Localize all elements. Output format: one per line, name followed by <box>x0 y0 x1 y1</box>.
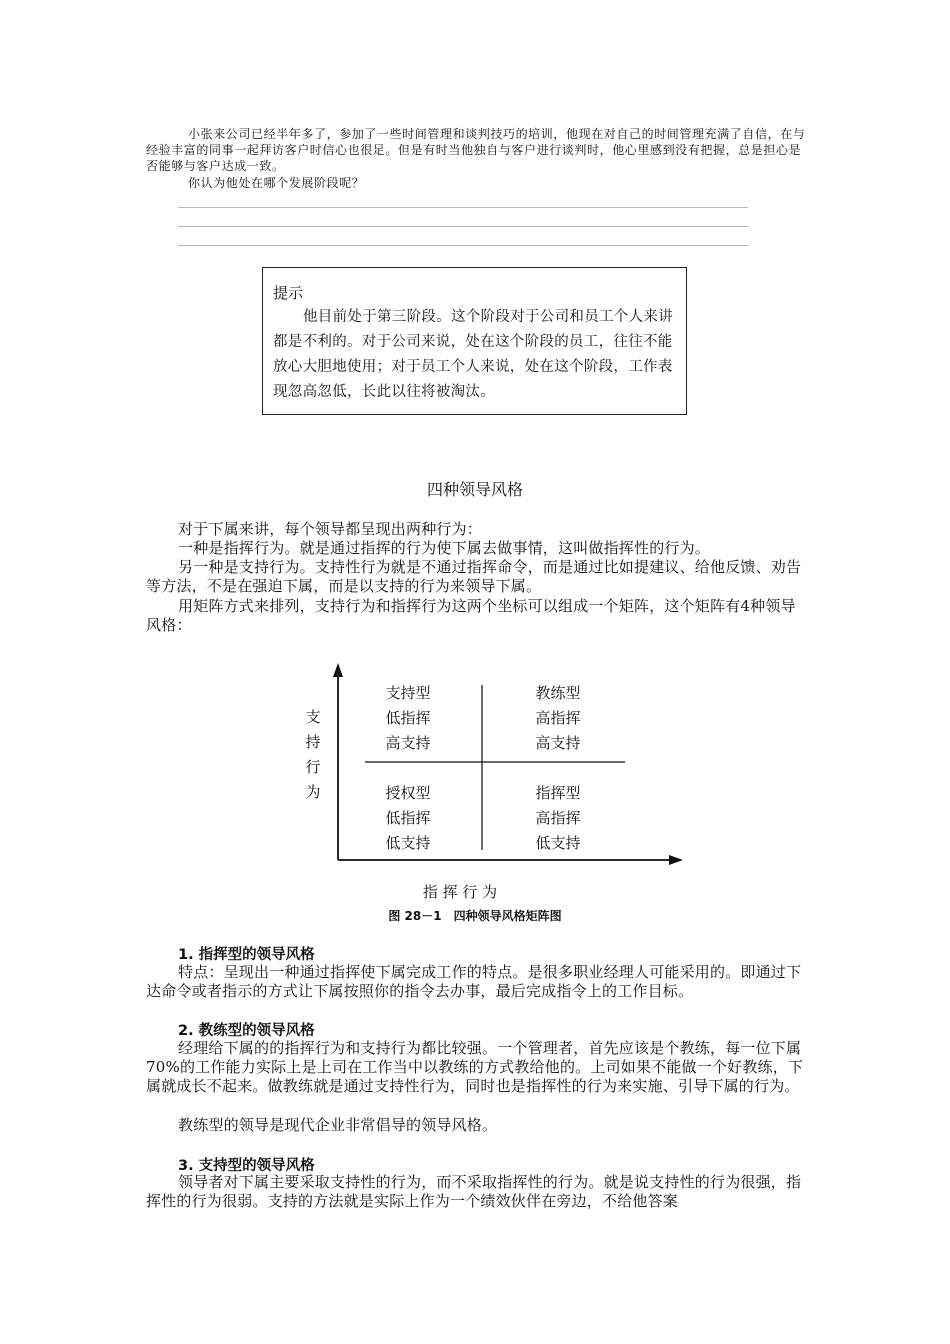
quadrant-support-level: 低支持 <box>535 834 581 852</box>
quadrant-type: 支持型 <box>385 684 431 702</box>
style-1-title: 1. 指挥型的领导风格 <box>178 947 315 963</box>
case-paragraph: 小张来公司已经半年多了，参加了一些时间管理和谈判技巧的培训，他现在对自己的时间管理充满了自信，在与经验丰富的同事一起拜访客户时信心也很足。但是有时当他独自与客户进行谈判时，他心里感到没有把握，总是担心是否能够与客户达成一致。 <box>146 127 806 173</box>
section-title: 四种领导风格 <box>426 480 523 499</box>
y-axis-label-char: 为 <box>305 783 321 801</box>
quadrant-directive-level: 高指挥 <box>535 709 581 727</box>
quadrant-type: 指挥型 <box>535 784 581 802</box>
quadrant-coaching <box>518 681 598 756</box>
quadrant-directing <box>518 781 598 856</box>
quadrant-type: 教练型 <box>535 684 581 702</box>
quadrant-support-level: 低支持 <box>385 834 431 852</box>
matrix-intro-paragraph: 用矩阵方式来排列，支持行为和指挥行为这两个坐标可以组成一个矩阵，这个矩阵有4种领导风格： <box>146 597 796 634</box>
directive-paragraph: 一种是指挥行为。就是通过指挥的行为使下属去做事情，这叫做指挥性的行为。 <box>178 539 711 557</box>
x-axis-label: 指 挥 行 为 <box>422 883 498 901</box>
hint-body: 他目前处于第三阶段。这个阶段对于公司和员工个人来讲都是不利的。对于公司来说，处在这个阶段的员工，往往不能放心大胆地使用；对于员工个人来说，处在这个阶段，工作表现忽高忽低，长此以往将被淘汰。 <box>273 309 673 400</box>
y-axis-arrow-icon <box>333 663 343 677</box>
y-axis-label-char: 持 <box>305 733 321 751</box>
y-axis-label-char: 支 <box>305 708 321 726</box>
intro-paragraph: 对于下属来讲，每个领导都呈现出两种行为： <box>178 520 483 538</box>
style-2-title: 2. 教练型的领导风格 <box>178 1023 315 1039</box>
style-1-paragraph: 特点：呈现出一种通过指挥使下属完成工作的特点。是很多职业经理人可能采用的。即通过下达命令或者指示的方式让下属按照你的指令去办事，最后完成指令上的工作目标。 <box>146 963 802 1000</box>
case-question: 你认为他处在哪个发展阶段呢？ <box>188 176 365 190</box>
quadrant-supporting <box>368 681 448 756</box>
quadrant-directive-level: 高指挥 <box>535 809 581 827</box>
style-2-paragraph: 经理给下属的的指挥行为和支持行为都比较强。一个管理者，首先应该是个教练，每一位下属 70%的工作能力实际上是上司在工作当中以教练的方式教给他的。上司如果不能做一个好教练，下属就成长不起来。做教练就是通过支持性行为，同时也是指挥性的行为来实施、引导下属的行为。 <box>146 1039 804 1095</box>
y-axis-label-char: 行 <box>305 758 321 776</box>
hint-box <box>262 267 687 415</box>
quadrant-type: 授权型 <box>385 784 431 802</box>
style-2-paragraph: 教练型的领导是现代企业非常倡导的领导风格。 <box>178 1116 498 1134</box>
x-axis-arrow-icon <box>669 855 683 865</box>
leadership-matrix <box>290 655 690 905</box>
supportive-paragraph: 另一种是支持行为。支持性行为就是不通过指挥命令，而是通过比如提建议、给他反馈、劝告等方法，不是在强迫下属，而是以支持的行为来领导下属。 <box>146 558 802 595</box>
style-3-paragraph: 领导者对下属主要采取支持性的行为，而不采取指挥性的行为。就是说支持性的行为很强，指挥性的行为很弱。支持的方法就是实际上作为一个绩效伙伴在旁边，不给他答案 <box>146 1173 802 1210</box>
quadrant-delegating <box>368 781 448 856</box>
figure-caption: 图 28－1 四种领导风格矩阵图 <box>388 909 562 923</box>
quadrant-support-level: 高支持 <box>535 734 581 752</box>
answer-line <box>178 207 748 208</box>
y-axis-label <box>298 705 328 805</box>
quadrant-support-level: 高支持 <box>385 734 431 752</box>
answer-line <box>178 245 748 246</box>
answer-line <box>178 226 748 227</box>
matrix-axes <box>290 655 690 885</box>
quadrant-directive-level: 低指挥 <box>385 709 431 727</box>
hint-title: 提示 <box>273 284 304 302</box>
style-3-title: 3. 支持型的领导风格 <box>178 1158 315 1174</box>
quadrant-directive-level: 低指挥 <box>385 809 431 827</box>
